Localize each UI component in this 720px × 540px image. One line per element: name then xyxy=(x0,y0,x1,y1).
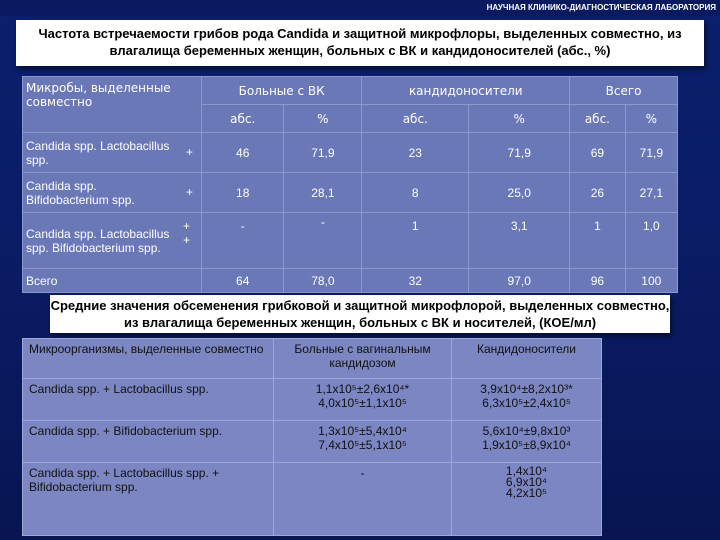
vk-pct: 28,1 xyxy=(284,173,362,213)
microbes-cell: Candida spp. + Lactobacillus spp. xyxy=(23,379,274,421)
plus-mark: + xyxy=(185,185,193,199)
vk-value: 1,3x10⁵±5,4x10⁴ xyxy=(318,424,407,438)
sub-pct: % xyxy=(469,105,570,133)
total-pct: 27,1 xyxy=(625,173,677,213)
microbes-name: Candida spp. Bifidobacterium spp. xyxy=(26,178,135,207)
head-cn: Кандидоносители xyxy=(452,339,602,379)
cn-values xyxy=(452,379,602,421)
head-group-cn: кандидоносители xyxy=(362,77,570,105)
total-pct: 100 xyxy=(625,269,677,293)
total-pct: 71,9 xyxy=(625,133,677,173)
table2-title xyxy=(50,295,670,333)
cn-value: 6,3x10⁵±2,4x10⁵ xyxy=(482,396,571,410)
microbes-cell xyxy=(23,213,202,269)
head-group-vk: Больные с ВК xyxy=(202,77,362,105)
total-pct: 1,0 xyxy=(625,213,677,269)
cn-pct: 71,9 xyxy=(469,133,570,173)
cn-values xyxy=(452,421,602,463)
frequency-table xyxy=(22,76,678,293)
vk-value: - xyxy=(360,466,365,480)
cn-value: 5,6x10⁴±9,8x10³ xyxy=(482,424,571,438)
sub-abs: абс. xyxy=(362,105,469,133)
table-row xyxy=(23,213,678,269)
vk-pct: - xyxy=(284,213,362,269)
cn-abs: 23 xyxy=(362,133,469,173)
cn-value: 4,2x10⁵ xyxy=(505,486,547,500)
vk-abs: 18 xyxy=(202,173,284,213)
microbes-name: Candida spp. Lactobacillus spp. Bifidobacterium spp. xyxy=(26,226,170,255)
sub-abs: абс. xyxy=(570,105,625,133)
cn-value: 3,9x10⁴±8,2x10³* xyxy=(480,382,573,396)
sub-abs: абс. xyxy=(202,105,284,133)
vk-pct: 71,9 xyxy=(284,133,362,173)
cn-values xyxy=(452,463,602,536)
table-row-total xyxy=(23,269,678,293)
sub-pct: % xyxy=(625,105,677,133)
total-label: Всего xyxy=(23,269,202,293)
vk-value: 1,1x10⁵±2,6x10⁴* xyxy=(315,382,410,396)
microbes-cell xyxy=(23,173,202,213)
cn-pct: 97,0 xyxy=(469,269,570,293)
vk-values xyxy=(274,379,452,421)
vk-abs: 64 xyxy=(202,269,284,293)
colonization-table xyxy=(22,338,602,536)
table-row xyxy=(23,173,678,213)
plus-mark: + + xyxy=(183,219,191,247)
plus-mark: + xyxy=(185,145,193,159)
table1-title xyxy=(16,20,704,66)
microbes-cell xyxy=(23,133,202,173)
vk-value: 7,4x10⁵±5,1x10⁵ xyxy=(318,438,407,452)
head-microbes: Микробы, выделенные совместно xyxy=(23,77,202,133)
cn-abs: 32 xyxy=(362,269,469,293)
table-row xyxy=(23,133,678,173)
vk-values xyxy=(274,421,452,463)
table-row xyxy=(23,463,602,536)
head-microorganisms: Микроорганизмы, выделенные совместно xyxy=(23,339,274,379)
head-group-total: Всего xyxy=(570,77,678,105)
sub-pct: % xyxy=(284,105,362,133)
vk-pct: 78,0 xyxy=(284,269,362,293)
total-abs: 26 xyxy=(570,173,625,213)
table1-title-text: Частота встречаемости грибов рода Candida и защитной микрофлоры, выделенных совместно, из влагалища беременных женщин, больных с ВК и кандидоносителей (абс., %) xyxy=(38,26,682,58)
table-row xyxy=(23,421,602,463)
cn-abs: 1 xyxy=(362,213,469,269)
cn-value: 6,9x10⁴ xyxy=(505,475,548,489)
vk-abs: - xyxy=(202,213,284,269)
cn-pct: 25,0 xyxy=(469,173,570,213)
vk-value: 4,0x10⁵±1,1x10⁵ xyxy=(318,396,407,410)
head-vk: Больные с вагинальным кандидозом xyxy=(274,339,452,379)
cn-value: 1,4x10⁴ xyxy=(505,464,548,478)
cn-abs: 8 xyxy=(362,173,469,213)
cn-pct: 3,1 xyxy=(469,213,570,269)
microbes-name: Candida spp. Lactobacillus spp. xyxy=(26,138,170,167)
cn-value: 1,9x10⁵±8,9x10⁴ xyxy=(482,438,571,452)
microbes-cell: Candida spp. + Bifidobacterium spp. xyxy=(23,421,274,463)
table2-title-text: Средние значения обсеменения грибковой и защитной микрофлорой, выделенных совместно, из влагалища беременных женщин, больных с ВК и носителей, (КОЕ/мл) xyxy=(50,298,670,330)
total-abs: 69 xyxy=(570,133,625,173)
vk-abs: 46 xyxy=(202,133,284,173)
microbes-cell: Candida spp. + Lactobacillus spp. + Bifidobacterium spp. xyxy=(23,463,274,536)
total-abs: 1 xyxy=(570,213,625,269)
lab-header xyxy=(0,0,720,16)
vk-values xyxy=(274,463,452,536)
table-row xyxy=(23,379,602,421)
total-abs: 96 xyxy=(570,269,625,293)
lab-name: НАУЧНАЯ КЛИНИКО-ДИАГНОСТИЧЕСКАЯ ЛАБОРАТОРИЯ xyxy=(486,3,716,12)
